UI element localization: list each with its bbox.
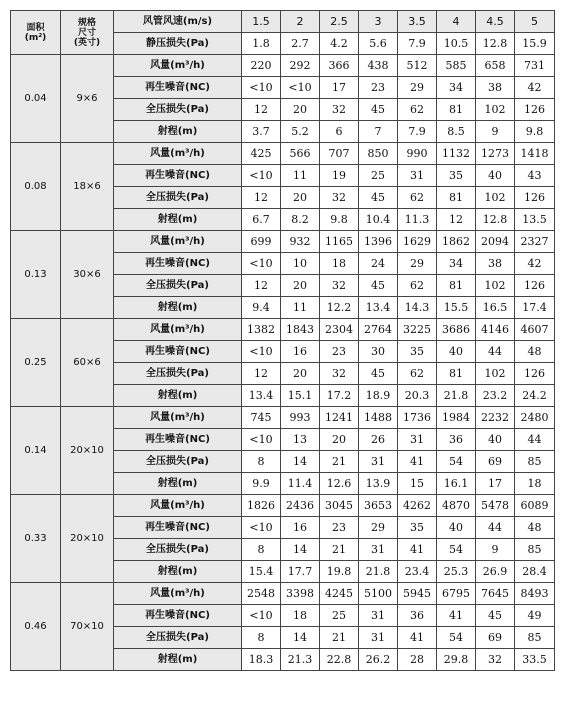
data-cell: 42 [515,77,555,99]
data-cell: 3225 [398,319,437,341]
data-cell: 9.9 [242,473,281,495]
data-cell: 7.9 [398,121,437,143]
data-cell: 5100 [359,583,398,605]
header-row-velocity [11,11,555,33]
data-cell: 1629 [398,231,437,253]
data-cell: 31 [359,451,398,473]
data-cell: 31 [359,539,398,561]
data-cell: 10.4 [359,209,398,231]
data-cell: 658 [476,55,515,77]
data-cell: 707 [320,143,359,165]
data-cell: 14 [281,539,320,561]
data-cell: 11.3 [398,209,437,231]
data-cell: 21.3 [281,649,320,671]
data-cell: 1826 [242,495,281,517]
velocity-value: 1.5 [242,11,281,33]
data-cell: 48 [515,517,555,539]
data-cell: 9.4 [242,297,281,319]
data-cell: 20 [320,429,359,451]
area-header: 面积 (m²) [11,11,61,55]
data-cell: 8493 [515,583,555,605]
data-cell: 24 [359,253,398,275]
data-cell: 8 [242,627,281,649]
row-label: 射程(m) [114,473,242,495]
area-cell: 0.33 [11,495,61,583]
data-cell: 2232 [476,407,515,429]
row-label: 全压损失(Pa) [114,275,242,297]
data-cell: 585 [437,55,476,77]
data-cell: 34 [437,253,476,275]
data-cell: 4262 [398,495,437,517]
data-cell: 1736 [398,407,437,429]
data-cell: 49 [515,605,555,627]
velocity-value: 2.5 [320,11,359,33]
data-cell: 2327 [515,231,555,253]
data-cell: 438 [359,55,398,77]
data-cell: 10 [281,253,320,275]
data-cell: 1382 [242,319,281,341]
row-label: 风量(m³/h) [114,407,242,429]
data-cell: 20 [281,275,320,297]
data-cell: 13.5 [515,209,555,231]
row-label: 风量(m³/h) [114,495,242,517]
data-cell: 32 [476,649,515,671]
data-cell: 2480 [515,407,555,429]
data-cell: 35 [398,517,437,539]
data-cell: <10 [242,165,281,187]
data-cell: <10 [242,605,281,627]
table-row [11,495,555,517]
row-label: 射程(m) [114,209,242,231]
data-cell: 23 [320,517,359,539]
data-cell: 1132 [437,143,476,165]
row-label: 再生噪音(NC) [114,253,242,275]
data-cell: 44 [476,341,515,363]
data-cell: 14 [281,627,320,649]
static-pressure-value: 12.8 [476,33,515,55]
velocity-value: 3 [359,11,398,33]
data-cell: 566 [281,143,320,165]
row-label: 再生噪音(NC) [114,605,242,627]
data-cell: 85 [515,451,555,473]
data-cell: 54 [437,627,476,649]
velocity-value: 5 [515,11,555,33]
data-cell: 9.8 [515,121,555,143]
area-cell: 0.25 [11,319,61,407]
data-cell: 19.8 [320,561,359,583]
data-cell: 22.8 [320,649,359,671]
data-cell: 9.8 [320,209,359,231]
row-label: 风量(m³/h) [114,583,242,605]
data-cell: 62 [398,99,437,121]
area-cell: 0.04 [11,55,61,143]
data-cell: 1843 [281,319,320,341]
data-cell: 9 [476,539,515,561]
data-cell: 4870 [437,495,476,517]
data-cell: 30 [359,341,398,363]
data-cell: 31 [398,429,437,451]
data-cell: 1165 [320,231,359,253]
velocity-value: 4.5 [476,11,515,33]
data-cell: 6.7 [242,209,281,231]
data-cell: 17.2 [320,385,359,407]
data-cell: 81 [437,187,476,209]
data-cell: <10 [242,77,281,99]
data-cell: 11 [281,165,320,187]
data-cell: 42 [515,253,555,275]
table-row [11,319,555,341]
data-cell: 13.4 [242,385,281,407]
data-cell: 126 [515,363,555,385]
data-cell: 40 [437,341,476,363]
data-cell: 19 [320,165,359,187]
data-cell: 18 [281,605,320,627]
data-cell: 12 [242,99,281,121]
data-cell: 16 [281,517,320,539]
spec-header: 规格 尺寸 (英寸) [61,11,114,55]
data-cell: 43 [515,165,555,187]
data-cell: 21 [320,539,359,561]
data-cell: 20.3 [398,385,437,407]
data-cell: 23 [359,77,398,99]
data-cell: 12.2 [320,297,359,319]
data-cell: 32 [320,363,359,385]
data-cell: 731 [515,55,555,77]
data-cell: 102 [476,363,515,385]
data-cell: 18.3 [242,649,281,671]
data-cell: 993 [281,407,320,429]
data-cell: 54 [437,451,476,473]
data-cell: 16.5 [476,297,515,319]
data-cell: 14 [281,451,320,473]
static-pressure-value: 15.9 [515,33,555,55]
data-cell: 3653 [359,495,398,517]
data-cell: 512 [398,55,437,77]
data-cell: 850 [359,143,398,165]
row-label: 再生噪音(NC) [114,165,242,187]
data-cell: 18.9 [359,385,398,407]
data-cell: 21 [320,627,359,649]
data-cell: 6089 [515,495,555,517]
data-cell: 1418 [515,143,555,165]
data-cell: 69 [476,451,515,473]
data-cell: 102 [476,275,515,297]
data-cell: 17 [320,77,359,99]
data-cell: 12 [242,275,281,297]
row-label: 射程(m) [114,385,242,407]
data-cell: 26.9 [476,561,515,583]
data-cell: 81 [437,363,476,385]
performance-table [10,10,555,671]
data-cell: 24.2 [515,385,555,407]
data-cell: 45 [359,275,398,297]
performance-table-container [10,10,554,671]
row-label: 全压损失(Pa) [114,627,242,649]
spec-cell: 9×6 [61,55,114,143]
data-cell: 38 [476,253,515,275]
data-cell: 745 [242,407,281,429]
data-cell: <10 [242,429,281,451]
row-label: 风量(m³/h) [114,231,242,253]
table-body [11,11,555,671]
data-cell: 15 [398,473,437,495]
data-cell: 41 [437,605,476,627]
data-cell: 6 [320,121,359,143]
data-cell: 4146 [476,319,515,341]
data-cell: 40 [476,165,515,187]
spec-cell: 20×10 [61,495,114,583]
data-cell: 62 [398,187,437,209]
row-label: 再生噪音(NC) [114,77,242,99]
data-cell: 31 [398,165,437,187]
data-cell: 35 [437,165,476,187]
data-cell: 14.3 [398,297,437,319]
data-cell: 12 [242,363,281,385]
static-pressure-header: 静压损失(Pa) [114,33,242,55]
data-cell: 16.1 [437,473,476,495]
data-cell: 3.7 [242,121,281,143]
table-row [11,143,555,165]
data-cell: 45 [359,363,398,385]
data-cell: 32 [320,99,359,121]
data-cell: 15.5 [437,297,476,319]
data-cell: 15.4 [242,561,281,583]
data-cell: 8 [242,451,281,473]
data-cell: 20 [281,187,320,209]
static-pressure-value: 4.2 [320,33,359,55]
data-cell: 25 [320,605,359,627]
row-label: 风量(m³/h) [114,55,242,77]
data-cell: 3398 [281,583,320,605]
data-cell: 1241 [320,407,359,429]
data-cell: 4245 [320,583,359,605]
data-cell: 17.7 [281,561,320,583]
data-cell: 1396 [359,231,398,253]
data-cell: 25.3 [437,561,476,583]
data-cell: 932 [281,231,320,253]
data-cell: 28.4 [515,561,555,583]
data-cell: 12 [437,209,476,231]
data-cell: 31 [359,605,398,627]
row-label: 全压损失(Pa) [114,187,242,209]
data-cell: 85 [515,627,555,649]
data-cell: 29 [398,77,437,99]
data-cell: 126 [515,187,555,209]
data-cell: 62 [398,275,437,297]
data-cell: 31 [359,627,398,649]
velocity-header: 风管风速(m/s) [114,11,242,33]
data-cell: 6795 [437,583,476,605]
data-cell: 11.4 [281,473,320,495]
data-cell: 17 [476,473,515,495]
data-cell: 1862 [437,231,476,253]
table-row [11,231,555,253]
data-cell: 366 [320,55,359,77]
row-label: 再生噪音(NC) [114,341,242,363]
data-cell: 29.8 [437,649,476,671]
data-cell: 35 [398,341,437,363]
data-cell: 13.4 [359,297,398,319]
data-cell: 44 [515,429,555,451]
data-cell: 2764 [359,319,398,341]
velocity-value: 2 [281,11,320,33]
spec-cell: 60×6 [61,319,114,407]
area-cell: 0.46 [11,583,61,671]
data-cell: 12.6 [320,473,359,495]
data-cell: <10 [242,253,281,275]
data-cell: 25 [359,165,398,187]
row-label: 风量(m³/h) [114,319,242,341]
row-label: 射程(m) [114,121,242,143]
data-cell: 11 [281,297,320,319]
data-cell: 102 [476,187,515,209]
data-cell: <10 [242,517,281,539]
data-cell: 2304 [320,319,359,341]
row-label: 风量(m³/h) [114,143,242,165]
data-cell: 2094 [476,231,515,253]
area-cell: 0.08 [11,143,61,231]
data-cell: 292 [281,55,320,77]
data-cell: 45 [359,187,398,209]
data-cell: 8.2 [281,209,320,231]
data-cell: 16 [281,341,320,363]
data-cell: 15.1 [281,385,320,407]
data-cell: 21 [320,451,359,473]
data-cell: 45 [359,99,398,121]
data-cell: 23.2 [476,385,515,407]
data-cell: 45 [476,605,515,627]
table-row [11,407,555,429]
data-cell: 699 [242,231,281,253]
row-label: 全压损失(Pa) [114,99,242,121]
data-cell: 32 [320,187,359,209]
data-cell: 3686 [437,319,476,341]
data-cell: 12 [242,187,281,209]
data-cell: 13 [281,429,320,451]
data-cell: 220 [242,55,281,77]
row-label: 全压损失(Pa) [114,451,242,473]
data-cell: 2436 [281,495,320,517]
data-cell: 20 [281,363,320,385]
row-label: 射程(m) [114,649,242,671]
data-cell: 29 [359,517,398,539]
data-cell: 20 [281,99,320,121]
area-cell: 0.13 [11,231,61,319]
data-cell: 7645 [476,583,515,605]
data-cell: 41 [398,627,437,649]
spec-cell: 30×6 [61,231,114,319]
row-label: 全压损失(Pa) [114,539,242,561]
data-cell: 990 [398,143,437,165]
data-cell: 48 [515,341,555,363]
data-cell: 5.2 [281,121,320,143]
data-cell: 81 [437,275,476,297]
row-label: 再生噪音(NC) [114,517,242,539]
data-cell: 36 [398,605,437,627]
data-cell: 1984 [437,407,476,429]
data-cell: 13.9 [359,473,398,495]
data-cell: 2548 [242,583,281,605]
static-pressure-value: 10.5 [437,33,476,55]
data-cell: 18 [515,473,555,495]
data-cell: 126 [515,275,555,297]
data-cell: 4607 [515,319,555,341]
data-cell: 12.8 [476,209,515,231]
static-pressure-value: 7.9 [398,33,437,55]
spec-cell: 70×10 [61,583,114,671]
data-cell: 28 [398,649,437,671]
data-cell: 34 [437,77,476,99]
table-row [11,583,555,605]
static-pressure-value: 2.7 [281,33,320,55]
data-cell: 5478 [476,495,515,517]
static-pressure-value: 5.6 [359,33,398,55]
row-label: 再生噪音(NC) [114,429,242,451]
data-cell: 23 [320,341,359,363]
data-cell: 40 [437,517,476,539]
table-row [11,55,555,77]
data-cell: 1488 [359,407,398,429]
data-cell: 32 [320,275,359,297]
data-cell: 62 [398,363,437,385]
data-cell: 17.4 [515,297,555,319]
data-cell: 8 [242,539,281,561]
data-cell: 26 [359,429,398,451]
data-cell: 26.2 [359,649,398,671]
data-cell: 41 [398,539,437,561]
data-cell: 38 [476,77,515,99]
data-cell: 425 [242,143,281,165]
data-cell: 69 [476,627,515,649]
data-cell: 8.5 [437,121,476,143]
data-cell: 1273 [476,143,515,165]
data-cell: 102 [476,99,515,121]
data-cell: 33.5 [515,649,555,671]
data-cell: <10 [242,341,281,363]
data-cell: 5945 [398,583,437,605]
data-cell: 36 [437,429,476,451]
area-cell: 0.14 [11,407,61,495]
data-cell: 44 [476,517,515,539]
row-label: 全压损失(Pa) [114,363,242,385]
data-cell: 21.8 [437,385,476,407]
data-cell: 18 [320,253,359,275]
data-cell: <10 [281,77,320,99]
data-cell: 54 [437,539,476,561]
velocity-value: 4 [437,11,476,33]
static-pressure-value: 1.8 [242,33,281,55]
data-cell: 41 [398,451,437,473]
data-cell: 126 [515,99,555,121]
data-cell: 3045 [320,495,359,517]
spec-cell: 18×6 [61,143,114,231]
row-label: 射程(m) [114,561,242,583]
velocity-value: 3.5 [398,11,437,33]
spec-cell: 20×10 [61,407,114,495]
row-label: 射程(m) [114,297,242,319]
data-cell: 9 [476,121,515,143]
data-cell: 7 [359,121,398,143]
data-cell: 29 [398,253,437,275]
data-cell: 81 [437,99,476,121]
data-cell: 40 [476,429,515,451]
data-cell: 21.8 [359,561,398,583]
data-cell: 85 [515,539,555,561]
data-cell: 23.4 [398,561,437,583]
